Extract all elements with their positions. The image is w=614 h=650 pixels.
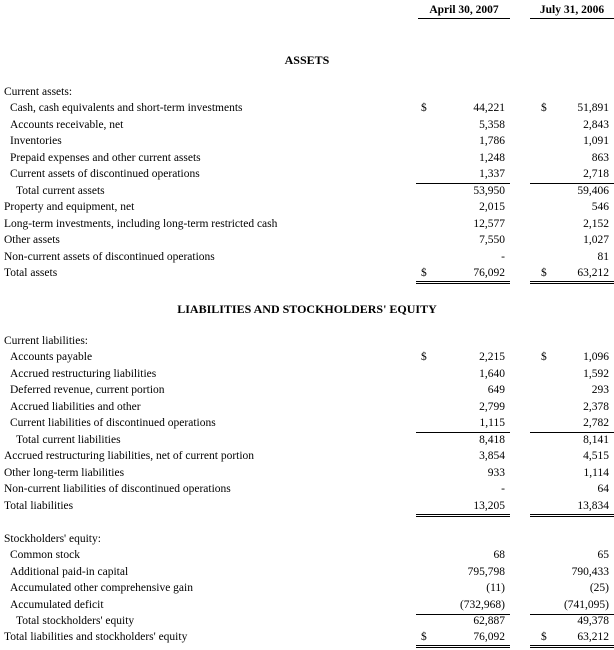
value-april-2007: 2,015 xyxy=(479,201,505,213)
row-label: Total current liabilities xyxy=(16,434,121,446)
table-row xyxy=(0,251,614,267)
currency-symbol: $ xyxy=(541,267,547,279)
table-row xyxy=(0,86,614,102)
row-label: Total assets xyxy=(4,267,58,279)
row-label: Accrued restructuring liabilities, net of current portion xyxy=(4,450,255,462)
value-april-2007: 933 xyxy=(487,467,505,479)
value-april-2007: 12,577 xyxy=(473,218,505,230)
table-row xyxy=(0,368,614,384)
value-april-2007: 2,799 xyxy=(479,401,505,413)
double-underline xyxy=(416,281,510,284)
row-label: Non-current liabilities of discontinued operations xyxy=(4,483,231,495)
value-april-2007: (11) xyxy=(486,582,505,594)
value-july-2006: 81 xyxy=(597,251,609,263)
value-april-2007: 1,786 xyxy=(479,135,505,147)
row-label: Total stockholders' equity xyxy=(16,615,135,627)
currency-symbol: $ xyxy=(421,631,427,643)
currency-symbol: $ xyxy=(541,102,547,114)
section-title-assets: ASSETS xyxy=(284,53,330,67)
value-july-2006: 13,834 xyxy=(577,500,609,512)
column-header-underline xyxy=(530,18,614,19)
value-april-2007: 68 xyxy=(493,549,505,561)
table-row xyxy=(0,401,614,417)
value-july-2006: 64 xyxy=(597,483,609,495)
table-row xyxy=(0,218,614,234)
table-row xyxy=(0,119,614,135)
value-april-2007: - xyxy=(501,251,505,263)
value-april-2007: (732,968) xyxy=(459,599,505,611)
section-title-liabilities: LIABILITIES AND STOCKHOLDERS' EQUITY xyxy=(177,302,437,316)
value-july-2006: 2,378 xyxy=(583,401,609,413)
value-april-2007: 1,640 xyxy=(479,368,505,380)
row-label: Current assets of discontinued operations xyxy=(10,168,200,180)
table-row xyxy=(0,351,614,367)
row-label: Common stock xyxy=(10,549,80,561)
row-label: Total liabilities xyxy=(4,500,74,512)
value-july-2006: 2,718 xyxy=(583,168,609,180)
value-july-2006: 59,406 xyxy=(577,185,609,197)
double-underline xyxy=(530,514,614,517)
table-row xyxy=(0,599,614,615)
currency-symbol: $ xyxy=(541,631,547,643)
table-row xyxy=(0,483,614,499)
table-row xyxy=(0,335,614,351)
row-label: Deferred revenue, current portion xyxy=(10,384,165,396)
row-label: Cash, cash equivalents and short-term investments xyxy=(10,102,243,114)
currency-symbol: $ xyxy=(541,351,547,363)
table-row xyxy=(0,566,614,582)
row-label: Accounts payable xyxy=(10,351,93,363)
value-july-2006: 1,027 xyxy=(583,234,609,246)
value-july-2006: 2,843 xyxy=(583,119,609,131)
value-july-2006: 293 xyxy=(591,384,609,396)
double-underline xyxy=(530,281,614,284)
value-april-2007: 5,358 xyxy=(479,119,505,131)
row-label: Stockholders' equity: xyxy=(4,533,101,545)
double-underline xyxy=(416,645,510,648)
value-july-2006: 4,515 xyxy=(583,450,609,462)
value-july-2006: (741,095) xyxy=(563,599,609,611)
value-april-2007: 2,215 xyxy=(479,351,505,363)
row-label: Inventories xyxy=(10,135,62,147)
row-label: Current liabilities of discontinued operations xyxy=(10,417,216,429)
subtotal-underline xyxy=(530,183,614,184)
value-april-2007: 8,418 xyxy=(479,434,505,446)
table-row xyxy=(0,631,614,647)
row-label: Non-current assets of discontinued operations xyxy=(4,251,215,263)
subtotal-underline xyxy=(416,183,510,184)
value-july-2006: 8,141 xyxy=(583,434,609,446)
table-row xyxy=(0,582,614,598)
value-april-2007: 13,205 xyxy=(473,500,505,512)
value-july-2006: 2,782 xyxy=(583,417,609,429)
row-label: Accumulated other comprehensive gain xyxy=(10,582,193,594)
column-header-july-2006: July 31, 2006 xyxy=(539,4,605,16)
row-label: Other assets xyxy=(4,234,60,246)
currency-symbol: $ xyxy=(421,267,427,279)
table-row xyxy=(0,234,614,250)
table-row xyxy=(0,135,614,151)
row-label: Current assets: xyxy=(4,86,73,98)
value-july-2006: (25) xyxy=(589,582,609,594)
value-april-2007: 62,887 xyxy=(473,615,505,627)
table-row xyxy=(0,185,614,201)
table-row xyxy=(0,434,614,450)
value-april-2007: 1,248 xyxy=(479,152,505,164)
value-april-2007: 1,337 xyxy=(479,168,505,180)
column-header-april-2007: April 30, 2007 xyxy=(429,4,499,16)
table-row xyxy=(0,450,614,466)
row-label: Current liabilities: xyxy=(4,335,88,347)
value-july-2006: 63,212 xyxy=(577,631,609,643)
subtotal-underline xyxy=(530,432,614,433)
column-header-underline xyxy=(418,18,510,19)
value-july-2006: 51,891 xyxy=(577,102,609,114)
row-label: Accounts receivable, net xyxy=(10,119,124,131)
value-july-2006: 1,114 xyxy=(583,467,609,479)
value-july-2006: 790,433 xyxy=(571,566,609,578)
value-july-2006: 1,592 xyxy=(583,368,609,380)
row-label: Prepaid expenses and other current assets xyxy=(10,152,201,164)
table-row xyxy=(0,533,614,549)
value-july-2006: 1,091 xyxy=(583,135,609,147)
value-april-2007: 7,550 xyxy=(479,234,505,246)
row-label: Additional paid-in capital xyxy=(10,566,129,578)
table-row xyxy=(0,467,614,483)
value-july-2006: 2,152 xyxy=(583,218,609,230)
row-label: Accrued restructuring liabilities xyxy=(10,368,157,380)
row-label: Accrued liabilities and other xyxy=(10,401,141,413)
table-row xyxy=(0,500,614,516)
value-april-2007: 44,221 xyxy=(473,102,505,114)
row-label: Long-term investments, including long-term restricted cash xyxy=(4,218,278,230)
table-row xyxy=(0,267,614,283)
row-label: Total current assets xyxy=(16,185,105,197)
value-july-2006: 49,378 xyxy=(577,615,609,627)
table-row xyxy=(0,384,614,400)
value-april-2007: 795,798 xyxy=(467,566,505,578)
table-row xyxy=(0,615,614,631)
row-label: Property and equipment, net xyxy=(4,201,135,213)
currency-symbol: $ xyxy=(421,102,427,114)
value-july-2006: 863 xyxy=(591,152,609,164)
value-july-2006: 65 xyxy=(597,549,609,561)
value-april-2007: 1,115 xyxy=(479,417,505,429)
table-row xyxy=(0,152,614,168)
double-underline xyxy=(530,645,614,648)
value-july-2006: 546 xyxy=(591,201,609,213)
subtotal-underline xyxy=(416,432,510,433)
value-april-2007: 3,854 xyxy=(479,450,505,462)
table-row xyxy=(0,168,614,184)
value-july-2006: 63,212 xyxy=(577,267,609,279)
currency-symbol: $ xyxy=(421,351,427,363)
row-label: Accumulated deficit xyxy=(10,599,104,611)
value-april-2007: 76,092 xyxy=(473,267,505,279)
double-underline xyxy=(416,514,510,517)
value-april-2007: 53,950 xyxy=(473,185,505,197)
table-row xyxy=(0,201,614,217)
value-april-2007: 649 xyxy=(487,384,505,396)
table-row xyxy=(0,549,614,565)
row-label: Total liabilities and stockholders' equity xyxy=(4,631,188,643)
value-july-2006: 1,096 xyxy=(583,351,609,363)
table-row xyxy=(0,102,614,118)
value-april-2007: - xyxy=(501,483,505,495)
value-april-2007: 76,092 xyxy=(473,631,505,643)
row-label: Other long-term liabilities xyxy=(4,467,125,479)
table-row xyxy=(0,417,614,433)
